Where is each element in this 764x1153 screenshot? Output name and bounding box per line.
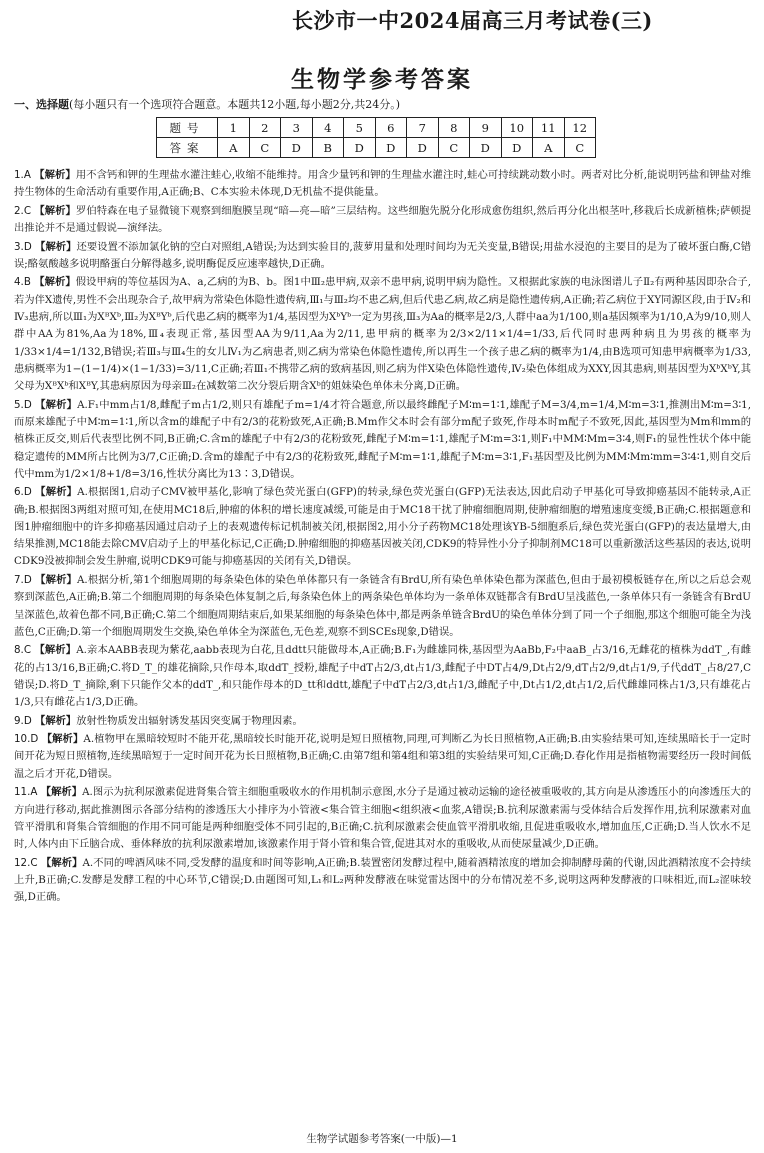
answer-table: [156, 117, 596, 158]
answer-cell: D: [375, 138, 407, 158]
question-number: 8: [438, 118, 470, 138]
answer-row: [157, 138, 596, 158]
explanation-item: [14, 274, 751, 395]
item-text: 罗伯特森在电子显微镜下观察到细胞膜呈现“暗—亮—暗”三层结构。这些细胞先脱分化形成愈伤组织,然后再分化出根茎叶,移栽后长成新植株;萨顿提出推论并不是通过假说—演绎法。: [14, 204, 752, 235]
explanation-item: [14, 784, 751, 853]
item-text: 假设甲病的等位基因为A、a,乙病的为B、b。图1中Ⅲ₂患甲病,双亲不患甲病,说明甲病为隐性。又根据此家族的电泳图谱儿子Ⅱ₂有两种基因即杂合子,若为伴X遗传,男性不会出现杂合子,故甲病为常染色体隐性遗传病,Ⅲ₁与Ⅲ₂均不患乙病,但后代患乙病,故乙病是隐性遗传病,A正确;若乙病位于XY同源区段,由于Ⅳ₂和Ⅳ₃患病,所以Ⅲ₁为XᴮXᵇ,Ⅲ₂为XᴮYᵇ,后代患乙病的概率为1/4,基因型为XᵇYᵇ一定为男孩,Ⅲ₃为Aa的概率是2/3,人群中aa为1/100,则a基因频率为1/10,A为9/10,则人群中AA为81%,Aa为18%,Ⅲ₄表现正常,基因型AA为9/11,Aa为2/11,患甲病的概率为2/3×2/11×1/4=1/33,后代同时患两种病且为男孩的概率为1/33×1/4=1/132,B错误;若Ⅲ₃与Ⅲ₄生的女儿Ⅳ₁为乙病患者,则乙病为常染色体隐性遗传,所以再生一个孩子患乙病的概率为1/4,由B选项可知患甲病概率为1/33,患病概率为1−(1−1/4)×(1−1/33)=3/11,C正确;若Ⅲ₁不携带乙病的致病基因,则乙病为伴X染色体隐性遗传,Ⅳ₂染色体组成为XXY,因其患病,则基因型为XᵇXᵇY,其父母为XᴮXᵇ和XᴮY,其患病原因为母亲Ⅲ₂在减数第二次分裂后期含Xᵇ的姐妹染色单体未分离,D正确。: [14, 276, 752, 393]
item-text: A.根据图1,启动子CMV被甲基化,影响了绿色荧光蛋白(GFP)的转录,绿色荧光蛋白(GFP)无法表达,因此启动子甲基化可导致抑癌基因不能转录,A正确;B.根据图3两组对照可知,在使用MC18后,肿瘤的体积的增长速度减缓,可能是由于MC18干扰了肿瘤细胞周期,使肿瘤细胞的增殖速度变缓,B正确;C.根据题意和图1肿瘤细胞中的许多抑癌基因通过启动子上的表观遗传标记机制被关闭,根据图2,用小分子药物MC18处理该YB-5细胞系后,绿色荧光蛋白(GFP)的表达量增大,由结果推测,MC18能去除CMV启动子上的甲基化标记,C正确;D.肿瘤细胞的抑癌基因被关闭,CDK9的特异性小分子抑制剂MC18可以重新激活这些基因的表达,说明CDK9没被抑制会发生肿瘤,说明CDK9可能与抑癌基因的关闭有关,D错误。: [14, 486, 752, 568]
explanation-item: [14, 713, 751, 730]
analysis-tag: 【解析】: [34, 204, 76, 217]
analysis-tag: 【解析】: [34, 644, 77, 657]
question-number: 12: [564, 118, 596, 138]
page-footer: 生物学试题参考答案(一中版)—1: [306, 1133, 458, 1145]
question-number: 11: [533, 118, 565, 138]
item-text: A.亲本AABB表现为紫花,aabb表现为白花,且ddtt只能做母本,A正确;B.F₁为雌雄同株,基因型为AaBb,F₂中aaB_占3/16,无雌花的植株为ddT_,有雌花的占13/16,B正确;C.将D_T_的雄花摘除,只作母本,取ddT_授粉,雄配子中dT占2/3,dt占1/3,雌配子中DT占4/9,Dt占2/9,dT占2/9,dt占1/9,子代ddT_占8/27,C错误;D.将D_T_摘除,剩下只能作父本的ddT_,和只能作母本的D_tt和ddtt,雄配子中dT占2/3,dt占1/3,雌配子中,Dt占1/2,dt占1/2,后代雌雄同株占1/3,只有雄花占1/3,只有雌花占1/3,D正确。: [14, 644, 752, 709]
item-text: A.植物甲在黑暗较短时不能开花,黑暗较长时能开花,说明是短日照植物,同理,可判断乙为长日照植物,A正确;B.由实验结果可知,连续黑暗长于一定时间开花为短日照植物,连续黑暗短于一定时间开花为长日照植物,B正确;C.由第7组和第4组和第3组的实验结果可知,C正确;D.春化作用是指植物需要经历一段时间低温之后才开花,D错误。: [14, 733, 752, 780]
section-description: (每小题只有一个选项符合题意。本题共12小题,每小题2分,共24分。): [69, 98, 401, 111]
question-number: 6: [375, 118, 407, 138]
answer-cell: D: [501, 138, 533, 158]
explanation-item: [14, 167, 751, 202]
explanation-item: [14, 642, 751, 711]
answer-cell: D: [344, 138, 376, 158]
explanation-item: [14, 572, 751, 641]
analysis-tag: 【解析】: [35, 240, 77, 253]
item-answer: 1.A: [14, 169, 31, 181]
explanation-item: [14, 203, 751, 238]
section-label: 一、选择题: [14, 98, 69, 111]
item-text: A.图示为抗利尿激素促进肾集合管主细胞重吸收水的作用机制示意图,水分子是通过被动运输的途径被重吸收的,其方向是从渗透压小的向渗透压大的方向进行移动,据此推测图示各部分结构的渗透压大小排序为小管液<集合管主细胞<组织液<血浆,A错误;B.抗利尿激素需与受体结合后发挥作用,抗利尿激素对血管平滑肌和肾集合管细胞的作用不同可能是两种细胞受体不同引起的,B正确;C.抗利尿激素会使血管平滑肌收缩,且促进重吸收水,增加血压,C正确;D.当人饮水不足时,人体内由下丘脑合成、垂体释放的抗利尿激素增加,该激素作用于肾小管和集合管,促进其对水的重吸收,从而使尿量减少,D正确。: [14, 786, 751, 851]
item-answer: 3.D: [14, 240, 32, 253]
item-text: 用不含钙和钾的生理盐水灌注蛙心,收缩不能维持。用含少量钙和钾的生理盐水灌注时,蛙心可持续跳动数小时。两者对比分析,能说明钙盐和钾盐对维持生物体的生命活动有重要作用,A正确;B、C本实验未体现,D无机盐不提供能量。: [14, 169, 751, 199]
item-answer: 6.D: [14, 486, 32, 499]
item-text: 还要设置不添加氯化钠的空白对照组,A错误;为达到实验目的,菠萝用量和处理时间均为无关变量,B错误;用盐水浸泡的主要目的是为了破坏蛋白酶,C错误;酪氨酸越多说明酪蛋白分解得越多,说明酶促反应速率越快,D正确。: [14, 240, 751, 270]
analysis-tag: 【解析】: [34, 276, 76, 289]
analysis-tag: 【解析】: [35, 486, 78, 499]
answer-cell: B: [312, 138, 344, 158]
analysis-tag: 【解析】: [40, 856, 83, 869]
school-exam-title: 长沙市一中2024届高三月考试卷(三): [292, 8, 653, 33]
question-number: 7: [407, 118, 439, 138]
explanation-item: [14, 855, 751, 907]
answer-cell: A: [218, 138, 250, 158]
section-heading: [14, 96, 400, 112]
answer-cell: D: [281, 138, 313, 158]
item-answer: 11.A: [14, 786, 38, 799]
item-text: 放射性物质发出辐射诱发基因突变属于物理因素。: [76, 714, 303, 727]
item-text: A.根据分析,第1个细胞周期的每条染色体的染色单体都只有一条链含有BrdU,所有染色单体染色都为深蓝色,但由于最初模板链存在,所以之后总会观察到深蓝色,A正确;B.第二个细胞周期的每条染色体复制之后,每条染色体上的两条染色单体均为一条单体双链都含有BrdU呈浅蓝色,一条单体只有一条链含有BrdU呈深蓝色,故着色都不同,B正确;C.第二个细胞周期结束后,如果某细胞的每条染色体中,都是两条单链含BrdU的染色单体分到了同一个子细胞,那这个细胞可能全为浅蓝色,C正确;D.第一个细胞周期发生交换,染色单体全为深蓝色,无色差,观察不到SCEs现象,D错误。: [14, 573, 751, 638]
analysis-tag: 【解析】: [35, 398, 78, 411]
explanation-item: [14, 397, 751, 483]
item-text: A.F₁中mm占1/8,雌配子m占1/2,则只有雄配子m=1/4才符合题意,所以最终雌配子M∶m=1∶1,雄配子M=3/4,m=1/4,M∶m=3∶1,推测出M∶m=3∶1,而原来雄配子中M∶m=1∶1,所以含m的雄配子中有2/3的花粉致死,A正确;B.Mm作父本时会有部分m配子致死,作母本时m配子不致死,因此,基因型为Mm和mm的植株正反交,则后代表型比例不同,B正确;C.含m的雄配子中有2/3的花粉致死,雌配子M∶m=1∶1,雄配子M∶m=3∶1,则F₁中MM∶Mm=3∶4,则F₁的显性性状个体中能稳定遗传的MM所占比例为3/7,C正确;D.含m的雄配子中有2/3的花粉致死,雌配子M∶m=1∶1,雄配子M∶m=3∶1,F₁基因型及比例为MM∶Mm∶mm=3∶4∶1,则自交后代中mm为1/2×1/8+1/8=3/16,性状分离比为13∶3,D错误。: [14, 398, 751, 480]
answer-cell: D: [407, 138, 439, 158]
page-title: 生物学参考答案: [291, 67, 473, 93]
analysis-tag: 【解析】: [34, 169, 76, 181]
analysis-tag: 【解析】: [41, 733, 84, 746]
answer-cell: C: [249, 138, 281, 158]
explanation-item: [14, 484, 751, 570]
item-text: A.不同的啤酒风味不同,受发酵的温度和时间等影响,A正确;B.装置密闭发酵过程中,随着酒精浓度的增加会抑制酵母菌的代谢,因此酒精浓度不会持续上升,B正确;C.发酵是发酵工程的中心环节,C错误;D.由题图可知,L₁和L₂两种发酵液在味觉雷达图中的分布情况差不多,说明这两种发酵液的口味相近,而L₂涩味较强,D正确。: [14, 856, 752, 904]
item-answer: 7.D: [14, 573, 32, 586]
analysis-tag: 【解析】: [35, 714, 77, 727]
item-answer: 5.D: [14, 398, 32, 411]
question-number-row: [157, 118, 596, 138]
explanation-item: [14, 731, 751, 783]
item-answer: 10.D: [14, 733, 39, 746]
analysis-tag: 【解析】: [40, 786, 83, 799]
item-answer: 9.D: [14, 714, 32, 727]
item-answer: 4.B: [14, 276, 31, 289]
row-label-answer: 答案: [157, 138, 218, 158]
analysis-tag: 【解析】: [35, 573, 77, 586]
question-number: 9: [470, 118, 502, 138]
explanation-item: [14, 239, 751, 274]
item-answer: 2.C: [14, 204, 32, 217]
row-label-number: 题号: [157, 118, 218, 138]
question-number: 4: [312, 118, 344, 138]
question-number: 10: [501, 118, 533, 138]
answer-cell: D: [470, 138, 502, 158]
question-number: 5: [344, 118, 376, 138]
answer-cell: C: [438, 138, 470, 158]
answer-cell: A: [533, 138, 565, 158]
answer-cell: C: [564, 138, 596, 158]
question-number: 3: [281, 118, 313, 138]
explanation-list: [14, 167, 751, 908]
item-answer: 12.C: [14, 856, 38, 869]
question-number: 2: [249, 118, 281, 138]
item-answer: 8.C: [14, 644, 32, 657]
question-number: 1: [218, 118, 250, 138]
